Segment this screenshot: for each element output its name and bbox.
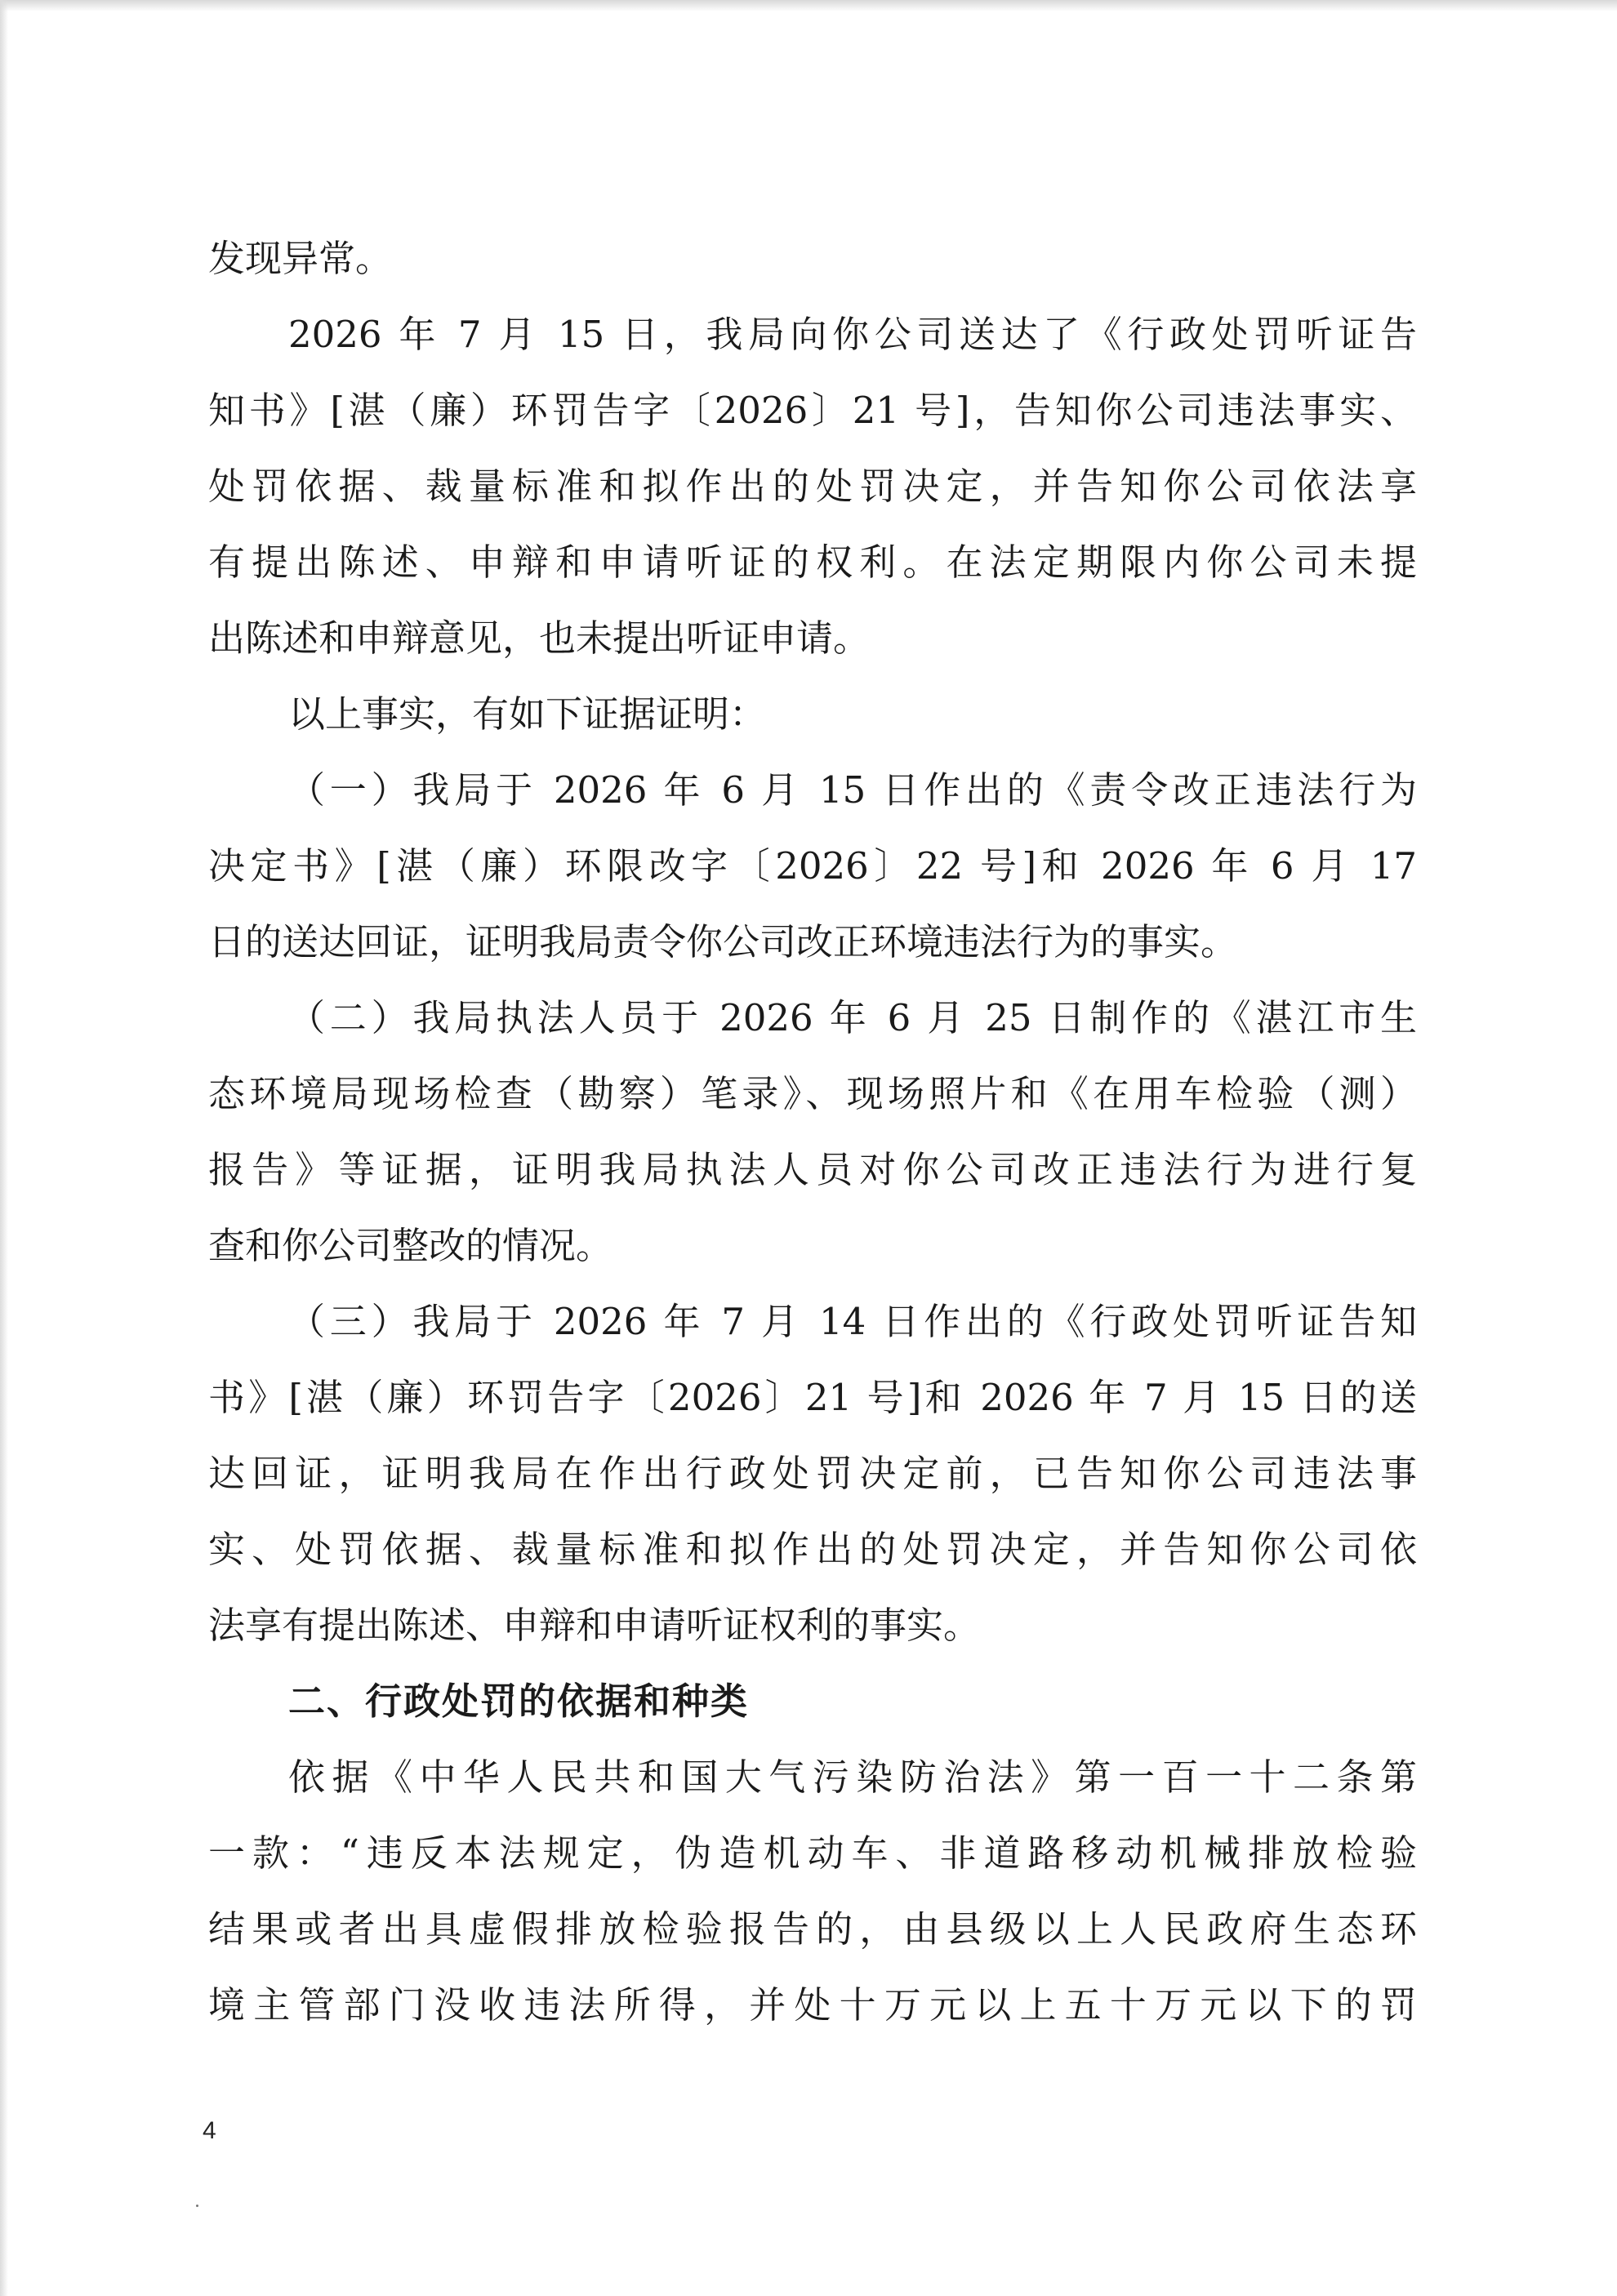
evidence-item-1-line: （一）我局于 2026 年 6 月 15 日作出的《责令改正违法行为	[288, 768, 1417, 812]
evidence-item-2-line: 报告》等证据，证明我局执法人员对你公司改正违法行为进行复	[208, 1148, 1417, 1191]
document-body	[208, 220, 1417, 2043]
section-heading: 二、行政处罚的依据和种类	[288, 1680, 750, 1723]
evidence-item-3-line: （三）我局于 2026 年 7 月 14 日作出的《行政处罚听证告知	[288, 1300, 1417, 1343]
legal-basis-line: 结果或者出具虚假排放检验报告的，由县级以上人民政府生态环	[208, 1907, 1417, 1951]
legal-basis-line: 境主管部门没收违法所得，并处十万元以上五十万元以下的罚	[208, 1983, 1417, 2027]
evidence-item-2-line: 查和你公司整改的情况。	[208, 1224, 613, 1267]
scan-edge-left	[0, 0, 8, 2296]
scan-edge-top	[0, 0, 1617, 11]
evidence-item-3-line: 实、处罚依据、裁量标准和拟作出的处罚决定，并告知你公司依	[208, 1528, 1417, 1571]
evidence-item-3-line: 达回证，证明我局在作出行政处罚决定前，已告知你公司违法事	[208, 1452, 1417, 1495]
evidence-item-3-line: 法享有提出陈述、申辩和申请听证权利的事实。	[208, 1604, 981, 1647]
page-number: 4	[203, 2117, 216, 2144]
paragraph-line: 以上事实，有如下证据证明：	[288, 692, 767, 736]
evidence-item-3-line: 书》[湛（廉）环罚告字〔2026〕21 号]和 2026 年 7 月 15 日的送	[208, 1376, 1417, 1419]
paragraph-line: 发现异常。	[208, 237, 393, 280]
legal-basis-line: 依据《中华人民共和国大气污染防治法》第一百一十二条第	[288, 1755, 1417, 1799]
legal-basis-line: 一款：“违反本法规定，伪造机动车、非道路移动机械排放检验	[208, 1831, 1417, 1875]
evidence-item-2-line: （二）我局执法人员于 2026 年 6 月 25 日制作的《湛江市生	[288, 996, 1417, 1039]
paragraph-line: 处罚依据、裁量标准和拟作出的处罚决定，并告知你公司依法享	[208, 465, 1417, 508]
evidence-item-1-line: 日的送达回证，证明我局责令你公司改正环境违法行为的事实。	[208, 920, 1238, 963]
paragraph-line: 有提出陈述、申辩和申请听证的权利。在法定期限内你公司未提	[208, 541, 1417, 584]
paragraph-line: 2026 年 7 月 15 日，我局向你公司送达了《行政处罚听证告	[288, 313, 1417, 356]
paragraph-line: 出陈述和申辩意见，也未提出听证申请。	[208, 616, 871, 660]
evidence-item-1-line: 决定书》[湛（廉）环限改字〔2026〕22 号]和 2026 年 6 月 17	[208, 844, 1417, 888]
paragraph-line: 知书》[湛（廉）环罚告字〔2026〕21 号]，告知你公司违法事实、	[208, 389, 1417, 432]
evidence-item-2-line: 态环境局现场检查（勘察）笔录》、现场照片和《在用车检验（测）	[208, 1072, 1417, 1115]
scan-speck	[196, 2205, 198, 2207]
